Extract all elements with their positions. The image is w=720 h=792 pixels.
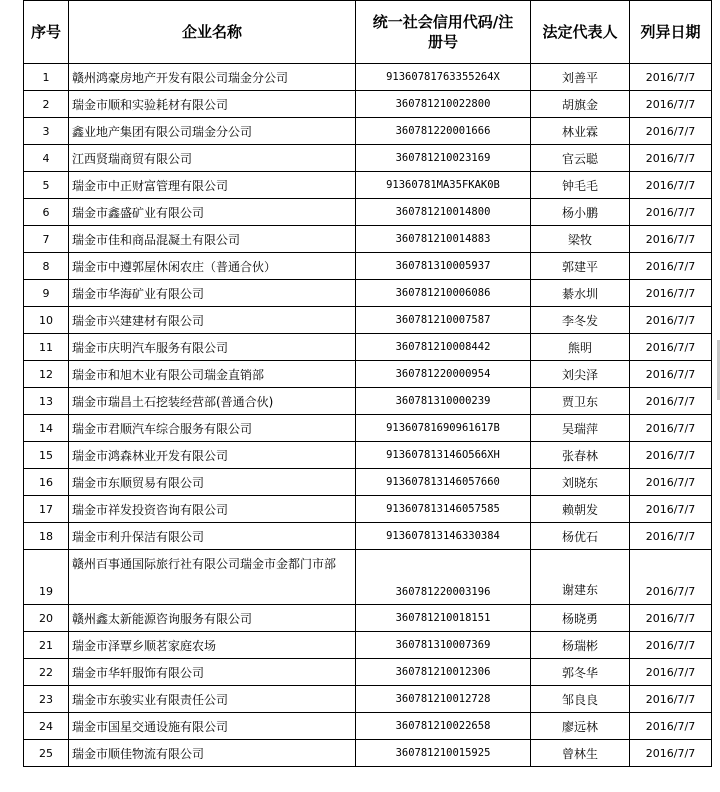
- table-row: [24, 496, 712, 523]
- table-row: [24, 91, 712, 118]
- table-row: [24, 469, 712, 496]
- table-row: [24, 145, 712, 172]
- cell-date: 2016/7/7: [630, 740, 712, 767]
- table-row: [24, 64, 712, 91]
- cell-code: 360781310000239: [356, 388, 531, 415]
- cell-date: 2016/7/7: [630, 145, 712, 172]
- cell-date: 2016/7/7: [630, 388, 712, 415]
- cell-date: 2016/7/7: [630, 334, 712, 361]
- header-row: [24, 1, 712, 64]
- cell-no: 8: [24, 253, 69, 280]
- cell-name: 瑞金市中遵郭屋休闲农庄（普通合伙）: [69, 253, 356, 280]
- cell-code: 360781210018151: [356, 605, 531, 632]
- cell-date: 2016/7/7: [630, 64, 712, 91]
- cell-rep: 杨瑞彬: [531, 632, 630, 659]
- cell-date: 2016/7/7: [630, 118, 712, 145]
- cell-no: 5: [24, 172, 69, 199]
- cell-code: 360781210007587: [356, 307, 531, 334]
- cell-name: 瑞金市东骏实业有限责任公司: [69, 686, 356, 713]
- cell-code: 91360781314605758​5: [356, 496, 531, 523]
- cell-name: 瑞金市泽覃乡顺茗家庭农场: [69, 632, 356, 659]
- cell-rep: 曾林生: [531, 740, 630, 767]
- cell-name: 瑞金市兴建建材有限公司: [69, 307, 356, 334]
- cell-date: 2016/7/7: [630, 442, 712, 469]
- table-row: [24, 361, 712, 388]
- table-row: [24, 199, 712, 226]
- table-row: [24, 442, 712, 469]
- cell-no: 3: [24, 118, 69, 145]
- table-row: [24, 172, 712, 199]
- cell-code: 360781210022800: [356, 91, 531, 118]
- cell-no: 13: [24, 388, 69, 415]
- cell-no: 23: [24, 686, 69, 713]
- abnormal-enterprise-table: [23, 0, 712, 767]
- cell-name: 瑞金市鸿森林业开发有限公司: [69, 442, 356, 469]
- table-row: [24, 388, 712, 415]
- cell-code: 360781210014883: [356, 226, 531, 253]
- cell-no: 17: [24, 496, 69, 523]
- cell-no: 22: [24, 659, 69, 686]
- cell-name: 瑞金市瑞昌土石挖装经营部(普通合伙): [69, 388, 356, 415]
- cell-rep: 邹良良: [531, 686, 630, 713]
- cell-code: 91360781314605766​0: [356, 469, 531, 496]
- cell-code: 360781220003196: [356, 550, 531, 605]
- table-row: [24, 523, 712, 550]
- cell-date: 2016/7/7: [630, 713, 712, 740]
- cell-code: 360781310005937: [356, 253, 531, 280]
- cell-no: 2: [24, 91, 69, 118]
- cell-code: 360781210014800: [356, 199, 531, 226]
- cell-code: 360781210022658: [356, 713, 531, 740]
- cell-date: 2016/7/7: [630, 415, 712, 442]
- cell-name: 瑞金市顺佳物流有限公司: [69, 740, 356, 767]
- cell-code: 360781210012728: [356, 686, 531, 713]
- cell-name: 瑞金市祥发投资咨询有限公司: [69, 496, 356, 523]
- cell-code: 360781210012306: [356, 659, 531, 686]
- cell-date: 2016/7/7: [630, 550, 712, 605]
- registry-sheet: [23, 0, 712, 767]
- table-row: [24, 307, 712, 334]
- cell-no: 14: [24, 415, 69, 442]
- cell-no: 20: [24, 605, 69, 632]
- table-row: [24, 226, 712, 253]
- cell-no: 11: [24, 334, 69, 361]
- cell-rep: 刘尖泽: [531, 361, 630, 388]
- cell-no: 12: [24, 361, 69, 388]
- cell-no: 7: [24, 226, 69, 253]
- table-row: [24, 605, 712, 632]
- cell-code: 913607813146O566XH: [356, 442, 531, 469]
- cell-date: 2016/7/7: [630, 686, 712, 713]
- cell-rep: 杨小鹏: [531, 199, 630, 226]
- table-row: [24, 686, 712, 713]
- cell-rep: 刘善平: [531, 64, 630, 91]
- cell-date: 2016/7/7: [630, 605, 712, 632]
- cell-rep: 贾卫东: [531, 388, 630, 415]
- table-row: [24, 550, 712, 605]
- cell-code: 360781210008442: [356, 334, 531, 361]
- cell-code: 360781210015925: [356, 740, 531, 767]
- cell-name: 瑞金市东顺贸易有限公司: [69, 469, 356, 496]
- cell-date: 2016/7/7: [630, 659, 712, 686]
- header-code: 统一社会信用代码/注册号: [356, 1, 531, 64]
- cell-code: 91360781MA35FKAK0B: [356, 172, 531, 199]
- table-row: [24, 740, 712, 767]
- cell-name: 瑞金市国星交通设施有限公司: [69, 713, 356, 740]
- cell-name: 瑞金市鑫盛矿业有限公司: [69, 199, 356, 226]
- cell-date: 2016/7/7: [630, 361, 712, 388]
- cell-name: 瑞金市和旭木业有限公司瑞金直销部: [69, 361, 356, 388]
- cell-rep: 熊明: [531, 334, 630, 361]
- cell-rep: 郭建平: [531, 253, 630, 280]
- cell-date: 2016/7/7: [630, 172, 712, 199]
- cell-no: 15: [24, 442, 69, 469]
- cell-code: 9136078176335526​4X: [356, 64, 531, 91]
- cell-no: 1: [24, 64, 69, 91]
- cell-rep: 廖远林: [531, 713, 630, 740]
- header-name: 企业名称: [69, 1, 356, 64]
- cell-name: 瑞金市华海矿业有限公司: [69, 280, 356, 307]
- cell-name: 瑞金市庆明汽车服务有限公司: [69, 334, 356, 361]
- cell-name: 瑞金市顺和实验耗材有限公司: [69, 91, 356, 118]
- cell-date: 2016/7/7: [630, 307, 712, 334]
- cell-rep: 吴瑞萍: [531, 415, 630, 442]
- cell-name: 瑞金市佳和商品混凝土有限公司: [69, 226, 356, 253]
- cell-date: 2016/7/7: [630, 496, 712, 523]
- cell-name: 赣州鸿豪房地产开发有限公司瑞金分公司: [69, 64, 356, 91]
- cell-code: 360781210006086: [356, 280, 531, 307]
- cell-name: 瑞金市君顺汽车综合服务有限公司: [69, 415, 356, 442]
- cell-date: 2016/7/7: [630, 199, 712, 226]
- cell-rep: 谢建东: [531, 550, 630, 605]
- table-row: [24, 415, 712, 442]
- cell-no: 6: [24, 199, 69, 226]
- cell-name: 瑞金市中正财富管理有限公司: [69, 172, 356, 199]
- cell-no: 16: [24, 469, 69, 496]
- cell-rep: 赖朝发: [531, 496, 630, 523]
- cell-code: 360781210023169: [356, 145, 531, 172]
- cell-rep: 郭冬华: [531, 659, 630, 686]
- cell-name: 赣州百事通国际旅行社有限公司瑞金市金都门市部: [69, 550, 356, 605]
- cell-date: 2016/7/7: [630, 226, 712, 253]
- header-date: 列异日期: [630, 1, 712, 64]
- cell-code: 360781220001666: [356, 118, 531, 145]
- table-body: [24, 64, 712, 767]
- cell-rep: 胡旗金: [531, 91, 630, 118]
- cell-no: 10: [24, 307, 69, 334]
- cell-no: 18: [24, 523, 69, 550]
- cell-date: 2016/7/7: [630, 91, 712, 118]
- cell-code: 91360781314633038​4: [356, 523, 531, 550]
- cell-rep: 綦水圳: [531, 280, 630, 307]
- cell-name: 瑞金市华轩服饰有限公司: [69, 659, 356, 686]
- cell-rep: 梁牧: [531, 226, 630, 253]
- table-row: [24, 632, 712, 659]
- cell-date: 2016/7/7: [630, 523, 712, 550]
- cell-code: 9136078169096161​7B: [356, 415, 531, 442]
- cell-no: 9: [24, 280, 69, 307]
- cell-no: 19: [24, 550, 69, 605]
- cell-rep: 杨优石: [531, 523, 630, 550]
- cell-no: 25: [24, 740, 69, 767]
- header-rep: 法定代表人: [531, 1, 630, 64]
- cell-rep: 刘晓东: [531, 469, 630, 496]
- cell-no: 4: [24, 145, 69, 172]
- cell-date: 2016/7/7: [630, 469, 712, 496]
- cell-name: 赣州鑫太新能源咨询服务有限公司: [69, 605, 356, 632]
- table-row: [24, 713, 712, 740]
- cell-rep: 张春林: [531, 442, 630, 469]
- cell-code: 360781310007369: [356, 632, 531, 659]
- cell-rep: 杨晓勇: [531, 605, 630, 632]
- header-no: 序号: [24, 1, 69, 64]
- cell-date: 2016/7/7: [630, 253, 712, 280]
- table-row: [24, 280, 712, 307]
- cell-rep: 钟毛毛: [531, 172, 630, 199]
- cell-name: 瑞金市利升保洁有限公司: [69, 523, 356, 550]
- cell-rep: 李冬发: [531, 307, 630, 334]
- table-row: [24, 659, 712, 686]
- table-row: [24, 118, 712, 145]
- cell-date: 2016/7/7: [630, 280, 712, 307]
- cell-date: 2016/7/7: [630, 632, 712, 659]
- cell-rep: 官云聪: [531, 145, 630, 172]
- cell-rep: 林业霖: [531, 118, 630, 145]
- cell-name: 鑫业地产集团有限公司瑞金分公司: [69, 118, 356, 145]
- cell-name: 江西贤瑞商贸有限公司: [69, 145, 356, 172]
- table-row: [24, 253, 712, 280]
- table-row: [24, 334, 712, 361]
- cell-no: 21: [24, 632, 69, 659]
- cell-no: 24: [24, 713, 69, 740]
- cell-code: 360781220000954: [356, 361, 531, 388]
